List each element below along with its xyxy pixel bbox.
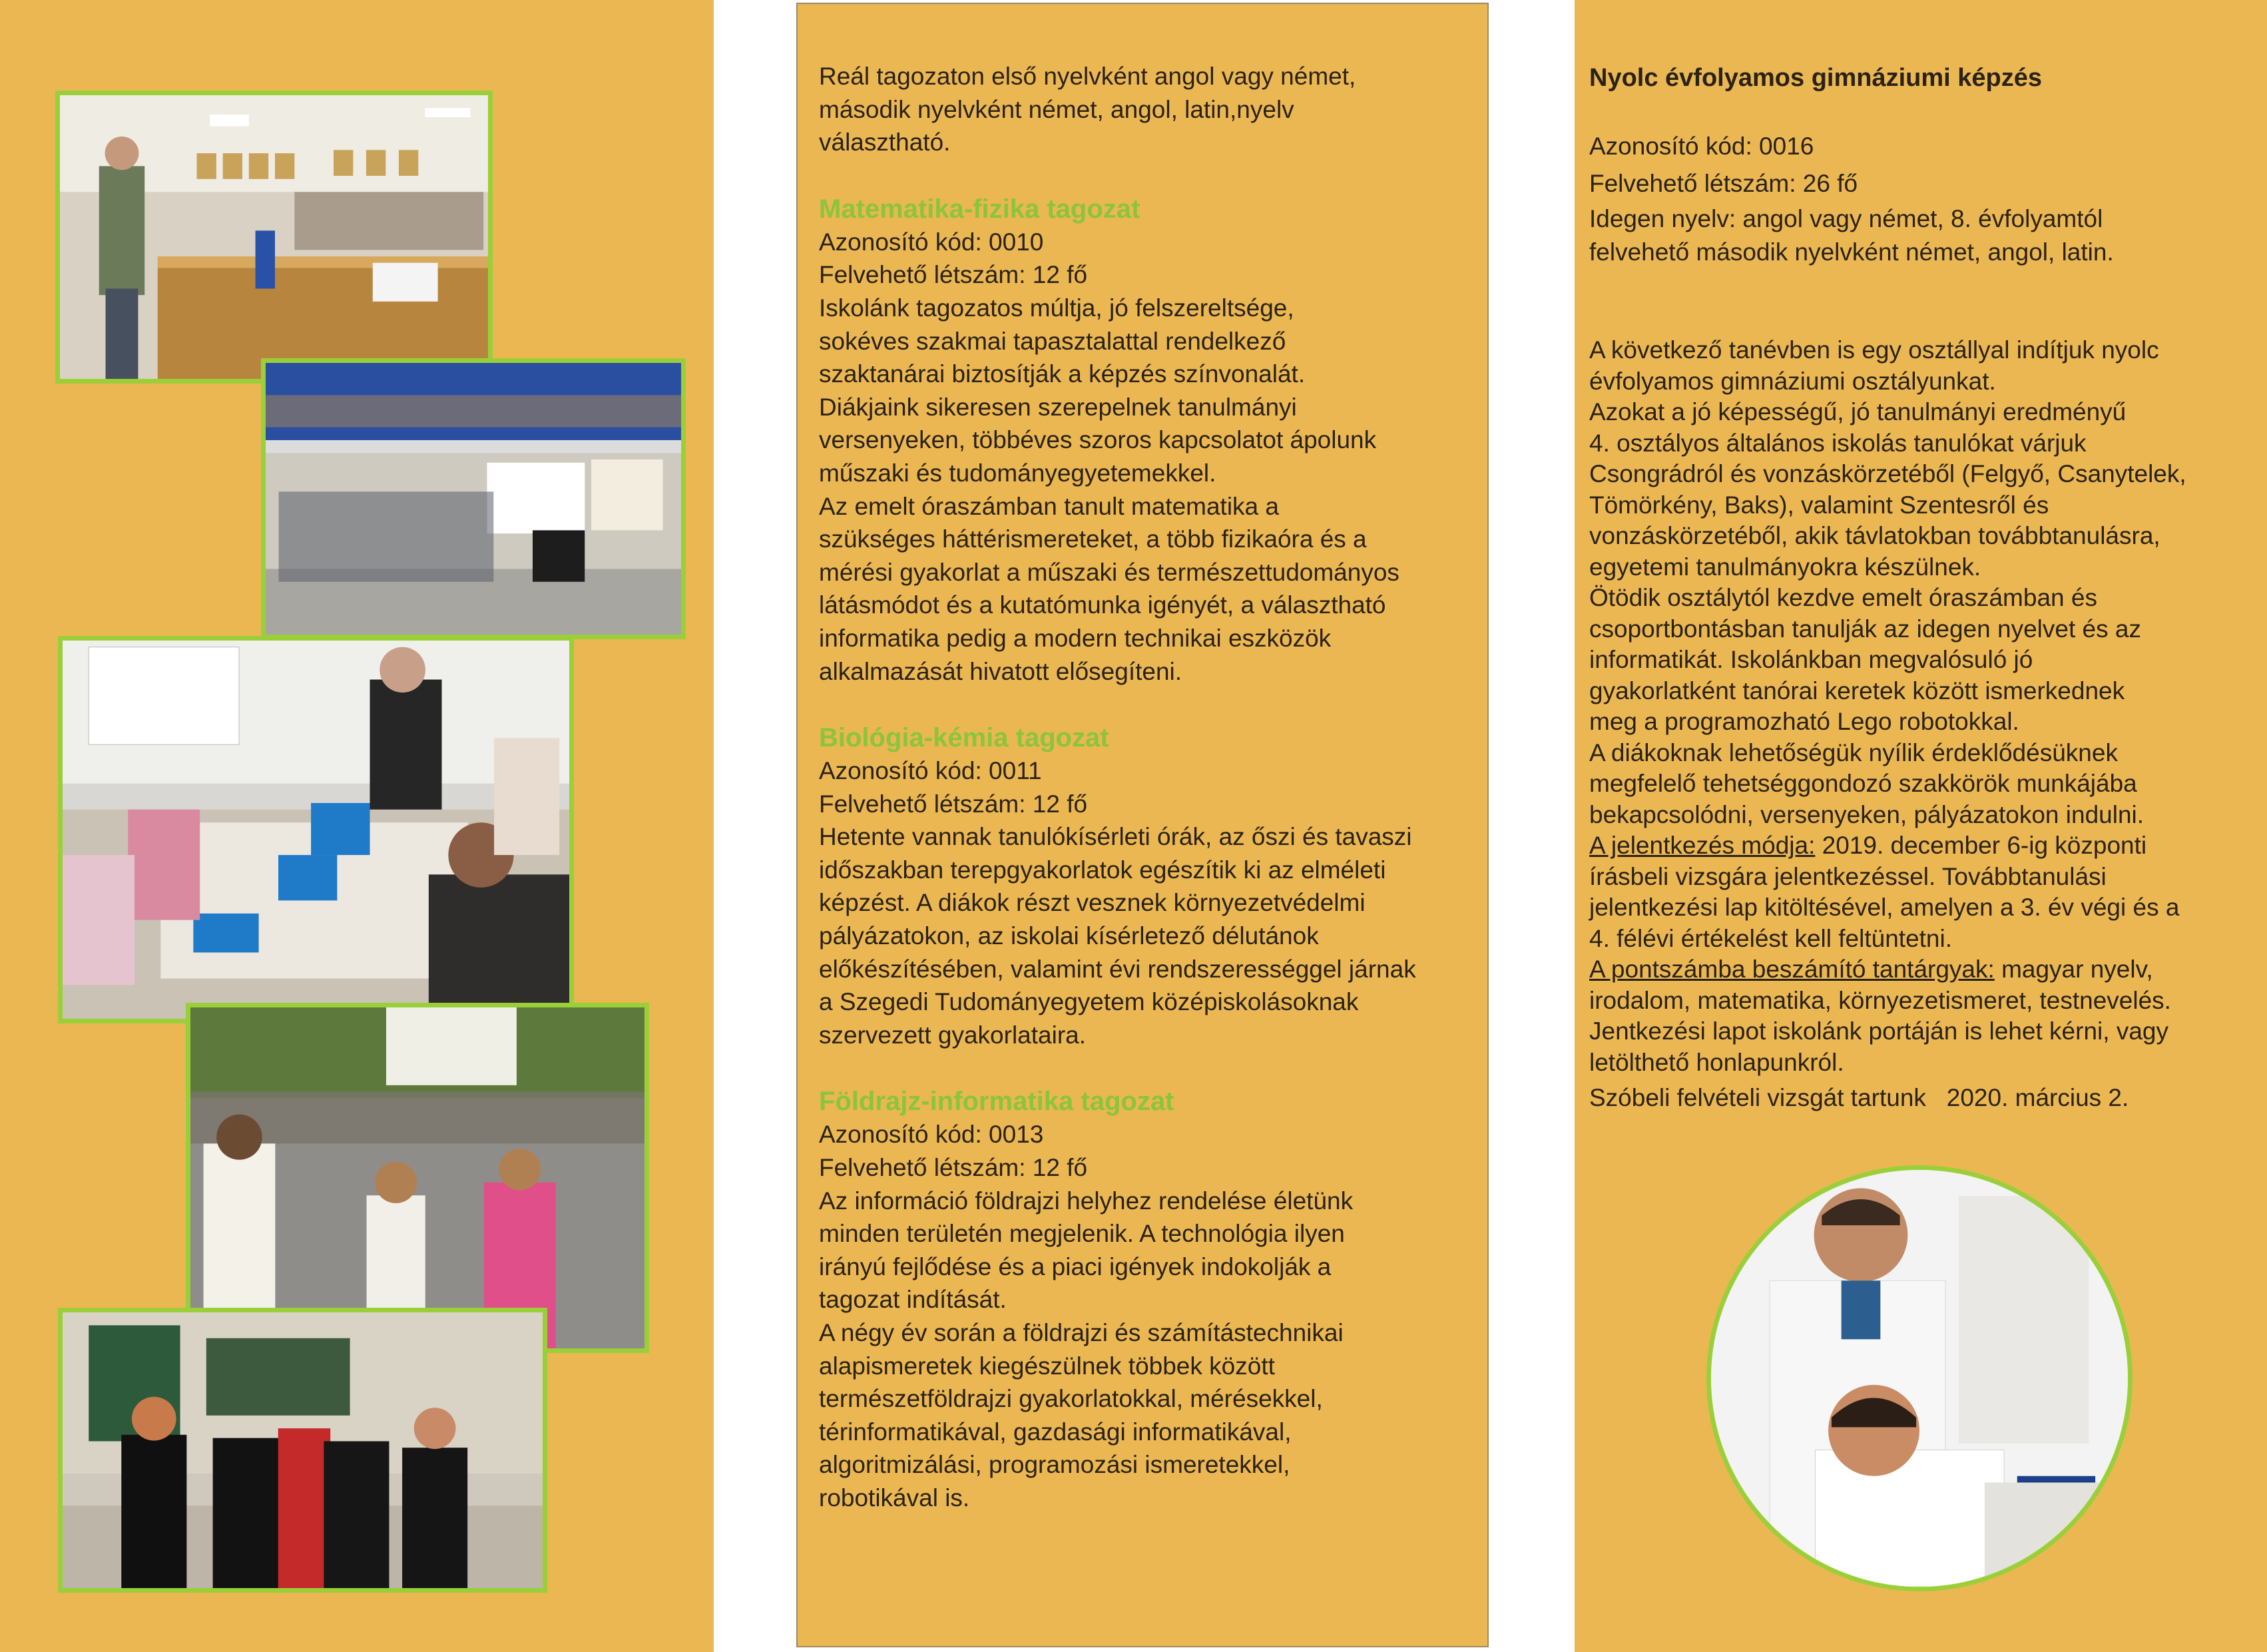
text-line: Diákjaink sikeresen szerepelnek tanulmányi <box>819 393 1297 421</box>
text-line: bekapcsolódni, versenyeken, pályázatokon indulni. <box>1589 800 2144 828</box>
text-line: pályázatokon, az iskolai kísérletező délutánok <box>819 922 1319 950</box>
middle-text-panel <box>796 3 1489 1647</box>
subjects-label: A pontszámba beszámító tantárgyak: <box>1589 956 1995 983</box>
text-line: Azokat a jó képességű, jó tanulmányi eredményű <box>1589 398 2127 426</box>
teacher-student-lab-photo <box>1706 1165 2133 1591</box>
intro-line: Reál tagozaton első nyelvként angol vagy német, <box>819 63 1356 90</box>
section-heading-biology-chemistry: Biológia-kémia tagozat <box>819 723 1109 753</box>
text-line: alapismeretek kiegészülnek többek között <box>819 1352 1275 1380</box>
text-line: szaktanárai biztosítják a képzés színvonalát. <box>819 360 1306 388</box>
text-line: időszakban terepgyakorlatok egészítik ki az elméleti <box>819 856 1386 884</box>
info-line: felvehető második nyelvként német, angol, latin. <box>1589 238 2114 266</box>
text-line: látásmódot és a kutatómunka igényét, a választható <box>819 591 1386 619</box>
text-line: A következő tanévben is egy osztállyal indítjuk nyolc <box>1589 336 2159 364</box>
text-line: Az információ földrajzi helyhez rendelése életünk <box>819 1187 1354 1215</box>
classroom-lecture-photo <box>55 91 493 384</box>
text-line: Hetente vannak tanulókísérleti órák, az őszi és tavaszi <box>819 823 1412 851</box>
text-line: előkészítésében, valamint évi rendszerességgel járnak <box>819 955 1416 983</box>
info-line: Felvehető létszám: 26 fő <box>1589 170 1858 197</box>
info-line: Azonosító kód: 0016 <box>1589 133 1814 160</box>
text-line: A diákoknak lehetőségük nyílik érdeklődésüknek <box>1589 738 2118 766</box>
text-line: Csongrádról és vonzáskörzetéből (Felgyő, Csanytelek, <box>1589 460 2186 488</box>
text-line: meg a programozható Lego robotokkal. <box>1589 708 2019 736</box>
section-heading-geography-informatics: Földrajz-informatika tagozat <box>819 1087 1174 1117</box>
text-line: Felvehető létszám: 12 fő <box>819 1154 1088 1182</box>
schoolyard-students-photo <box>186 1003 649 1353</box>
text-line: irányú fejlődése és a piaci igények indokolják a <box>819 1252 1332 1280</box>
text-line: képzést. A diákok részt vesznek környezetvédelmi <box>819 889 1366 917</box>
intro-line: második nyelvként német, angol, latin,nyelv <box>819 95 1294 123</box>
text-line: jelentkezési lap kitöltésével, amelyen a 3. év végi és a <box>1589 894 2180 922</box>
left-photo-panel <box>0 0 714 1652</box>
right-text-column <box>1589 61 2262 1118</box>
text-line: 4. félévi értékelést kell feltüntetni. <box>1589 924 1953 952</box>
text-line: 4. osztályos általános iskolás tanulókat várjuk <box>1589 429 2087 457</box>
text-line: tagozat indítását. <box>819 1286 1007 1314</box>
text-line: mérési gyakorlat a műszaki és természettudományos <box>819 558 1399 586</box>
text-line: térinformatikával, gazdasági informatikával, <box>819 1418 1292 1446</box>
text-line: egyetemi tanulmányokra készülnek. <box>1589 553 1981 581</box>
text-line: minden területén megjelenik. A technológia ilyen <box>819 1220 1345 1248</box>
text-line: letölthető honlapunkról. <box>1589 1048 1844 1076</box>
text-line: Jentkezési lapot iskolánk portáján is lehet kérni, vagy <box>1589 1017 2168 1045</box>
text-line: informatika pedig a modern technikai eszközök <box>819 624 1332 652</box>
text-line: Ötödik osztálytól kezdve emelt óraszámban és <box>1589 584 2097 612</box>
middle-text-column <box>819 60 1478 1515</box>
text-line: Azonosító kód: 0013 <box>819 1121 1044 1149</box>
text-line: Azonosító kód: 0011 <box>819 757 1042 785</box>
text-line: algoritmizálási, programozási ismeretekkel, <box>819 1451 1290 1479</box>
text-line: évfolyamos gimnáziumi osztályunkat. <box>1589 367 1996 395</box>
school-hall-event-photo <box>261 358 686 639</box>
oral-exam-line: Szóbeli felvételi vizsgát tartunk 2020. március 2. <box>1589 1084 2129 1112</box>
text-line: Iskolánk tagozatos múltja, jó felszereltsége, <box>819 294 1294 322</box>
text-line: Felvehető létszám: 12 fő <box>819 790 1088 818</box>
subjects-line <box>1589 954 2262 985</box>
santa-devil-costumes-photo <box>58 1308 547 1593</box>
text-line: informatikát. Iskolánkban megvalósuló jó <box>1589 646 2033 674</box>
text-line: alkalmazását hivatott elősegíteni. <box>819 657 1182 685</box>
intro-line: választható. <box>819 129 951 156</box>
text-line: Az emelt óraszámban tanult matematika a <box>819 492 1279 520</box>
text-line: gyakorlatként tanórai keretek között ismerkednek <box>1589 677 2125 704</box>
text-line: robotikával is. <box>819 1484 970 1512</box>
text-line: A négy év során a földrajzi és számítástechnikai <box>819 1319 1344 1346</box>
text-line: irodalom, matematika, környezetismeret, testnevelés. <box>1589 986 2171 1014</box>
application-line <box>1589 830 2262 862</box>
text-line: Azonosító kód: 0010 <box>819 228 1044 256</box>
text-line: műszaki és tudományegyetemekkel. <box>819 459 1216 487</box>
text-line: megfelelő tehetséggondozó szakkörök munkájába <box>1589 770 2137 798</box>
application-label: A jelentkezés módja: <box>1589 832 1816 860</box>
text-line: szükséges háttérismereteket, a több fizikaóra és a <box>819 525 1367 553</box>
text-line: csoportbontásban tanulják az idegen nyelvet és az <box>1589 615 2141 643</box>
text-line: Felvehető létszám: 12 fő <box>819 261 1088 289</box>
text-line: sokéves szakmai tapasztalattal rendelkező <box>819 327 1286 355</box>
text-line: írásbeli vizsgára jelentkezéssel. Továbbtanulási <box>1589 862 2107 890</box>
text-line: szervezett gyakorlataira. <box>819 1021 1087 1049</box>
text-line: versenyeken, többéves szoros kapcsolatot ápolunk <box>819 426 1377 454</box>
eight-year-program-title: Nyolc évfolyamos gimnáziumi képzés <box>1589 64 2043 92</box>
section-heading-math-physics: Matematika-fizika tagozat <box>819 194 1140 224</box>
text-line: vonzáskörzetéből, akik távlatokban továbbtanulásra, <box>1589 522 2160 550</box>
application-deadline: 2019. december 6-ig központi <box>1815 832 2147 860</box>
text-line: a Szegedi Tudományegyetem középiskolásoknak <box>819 988 1359 1016</box>
subjects-first: magyar nyelv, <box>1994 956 2153 983</box>
robotics-lab-photo <box>58 636 574 1023</box>
info-line: Idegen nyelv: angol vagy német, 8. évfolyamtól <box>1589 205 2103 232</box>
text-line: Tömörkény, Baks), valamint Szentesről és <box>1589 491 2049 519</box>
text-line: természetföldrajzi gyakorlatokkal, mérésekkel, <box>819 1385 1323 1413</box>
